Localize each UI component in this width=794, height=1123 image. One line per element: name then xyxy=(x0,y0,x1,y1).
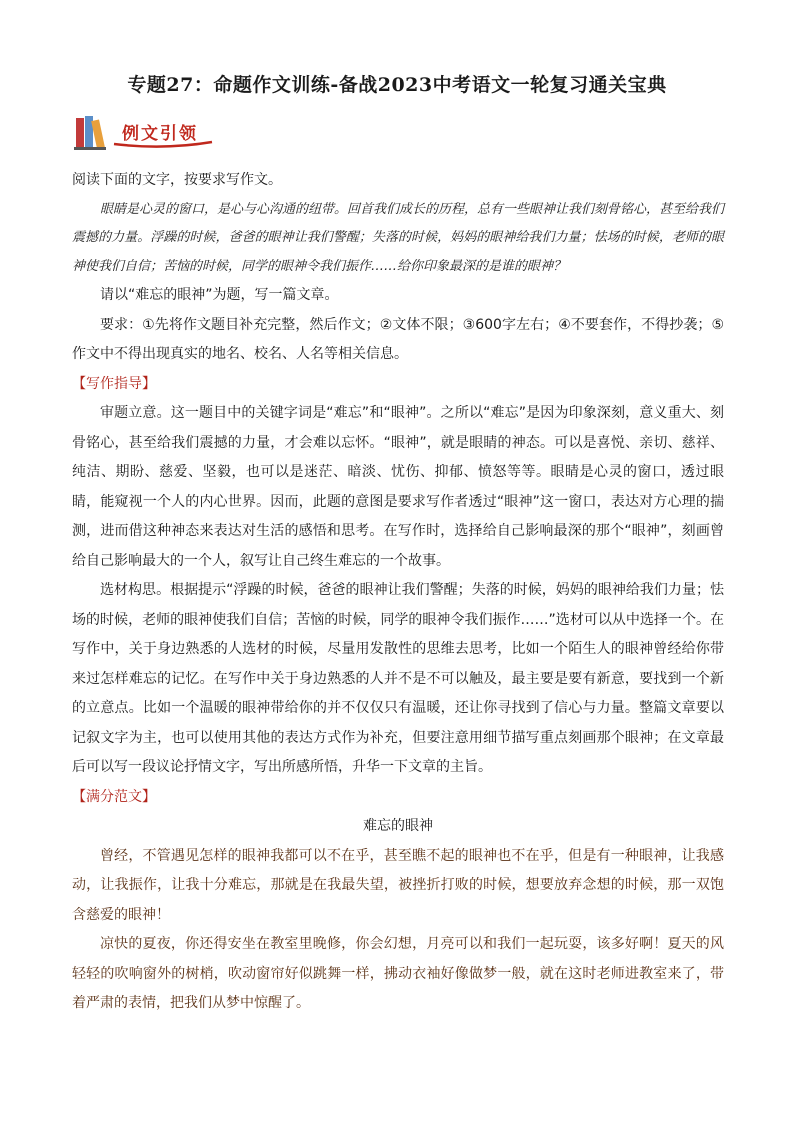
banner-label: 例文引领 xyxy=(122,124,198,144)
essay-header: 【满分范文】 xyxy=(72,788,156,805)
guide-paragraph-2: 选材构思。根据提示“浮躁的时候，爸爸的眼神让我们警醒；失落的时候，妈妈的眼神给我们力量；怯场的时候，老师的眼神使我们自信；苦恼的时候，同学的眼神令我们振作……”选材可以从中选择一个。在写作中，关于身边熟悉的人选材的时候，尽量用发散性的思维去思考，比如一个陌生人的眼神曾经给你带来过怎样难忘的记忆。在写作中关于身边熟悉的人并不是不可以触及，最主要是要有新意，要找到一个新的立意点。比如一个温暖的眼神带给你的并不仅仅只有温暖，还让你寻找到了信心与力量。整篇文章要以记叙文字为主，也可以使用其他的表达方式作为补充，但要注意用细节描写重点刻画那个眼神；在文章最后可以写一段议论抒情文字，写出所感所悟，升华一下文章的主旨。 xyxy=(72,582,724,775)
prompt-passage: 眼睛是心灵的窗口，是心与心沟通的纽带。回首我们成长的历程，总有一些眼神让我们刻骨铭心，甚至给我们震撼的力量。浮躁的时候，爸爸的眼神让我们警醒；失落的时候，妈妈的眼神给我们力量；怯场的时候，老师的眼神使我们自信；苦恼的时候，同学的眼神令我们振作……给你印象最深的是谁的眼神？ xyxy=(72,201,725,274)
essay-paragraph-1: 曾经，不管遇见怎样的眼神我都可以不在乎，甚至瞧不起的眼神也不在乎，但是有一种眼神，让我感动，让我振作，让我十分难忘，那就是在我最失望，被挫折打败的时候，想要放弃念想的时候，那一双饱含慈爱的眼神！ xyxy=(72,847,724,923)
essay-title: 难忘的眼神 xyxy=(363,818,433,834)
guide-paragraph-1: 审题立意。这一题目中的关键字词是“难忘”和“眼神”。之所以“难忘”是因为印象深刻，意义重大、刻骨铭心，甚至给我们震撼的力量，才会难以忘怀。“眼神”，就是眼睛的神态。可以是喜悦、亲切、慈祥、纯洁、期盼、慈爱、坚毅，也可以是迷茫、暗淡、忧伤、抑郁、愤怒等等。眼睛是心灵的窗口，透过眼睛，能窥视一个人的内心世界。因而，此题的意图是要求写作者透过“眼神”这一窗口，表达对方心理的揣测，进而借这种神态来表达对生活的感悟和思考。在写作时，选择给自己影响最深的那个“眼神”，刻画曾给自己影响最大的一个人，叙写让自己终生难忘的一个故事。 xyxy=(72,405,724,569)
document-title: 专题27：命题作文训练-备战2023中考语文一轮复习通关宝典 xyxy=(127,74,667,96)
body-text xyxy=(72,166,724,1019)
intro-line: 阅读下面的文字，按要求写作文。 xyxy=(72,172,282,188)
books-icon xyxy=(74,116,106,150)
essay-paragraph-2: 凉快的夏夜，你还得安坐在教室里晚修，你会幻想，月亮可以和我们一起玩耍，该多好啊！夏天的风轻轻的吹响窗外的树梢，吹动窗帘好似跳舞一样，拂动衣袖好像做梦一般，就在这时老师进教室来了，带着严肃的表情，把我们从梦中惊醒了。 xyxy=(72,936,724,1011)
task-line: 请以“难忘的眼神”为题，写一篇文章。 xyxy=(100,287,339,303)
guide-header: 【写作指导】 xyxy=(72,375,156,392)
requirements-line: 要求：①先将作文题目补充完整，然后作文；②文体不限；③600字左右；④不要套作，不得抄袭；⑤作文中不得出现真实的地名、校名、人名等相关信息。 xyxy=(72,316,724,362)
